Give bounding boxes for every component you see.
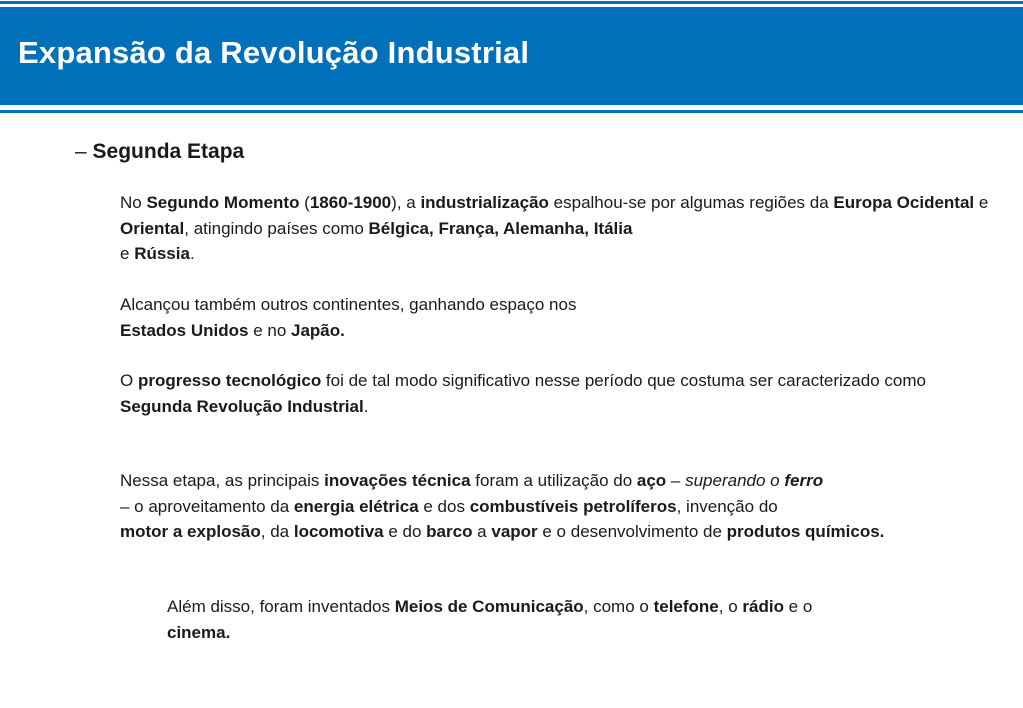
paragraph-segundo-momento — [120, 190, 1000, 267]
bold-text: rádio — [742, 597, 784, 616]
text: e do — [383, 522, 427, 541]
paragraph-inovacoes — [120, 468, 1000, 545]
bold-text: Europa Ocidental — [833, 193, 975, 212]
bold-text: industrialização — [420, 193, 549, 212]
text: , da — [260, 522, 294, 541]
text: e — [120, 244, 135, 263]
text: ), a — [391, 193, 421, 212]
text: No — [120, 193, 147, 212]
section-subtitle — [75, 140, 244, 164]
bold-text: Segundo Momento — [146, 193, 300, 212]
text: O — [120, 371, 138, 390]
bold-text: locomotiva — [293, 522, 384, 541]
text: e o — [783, 597, 813, 616]
slide-title: Expansão da Revolução Industrial — [18, 35, 530, 70]
bold-text: 1860-1900 — [309, 193, 392, 212]
bold-text: aço — [636, 471, 667, 490]
bold-text: Bélgica, França, Alemanha, Itália — [368, 218, 633, 238]
text: , como o — [583, 597, 654, 616]
bold-text: inovações técnica — [324, 471, 471, 490]
bold-text: energia elétrica — [293, 496, 419, 516]
bold-text: Estados Unidos — [120, 320, 249, 340]
paragraph-progresso — [120, 368, 1000, 419]
bold-text: barco — [426, 522, 473, 541]
bold-text: combustíveis petrolíferos — [469, 496, 677, 516]
text: Além disso, foram inventados — [167, 597, 395, 616]
text: ( — [299, 193, 310, 212]
text: foi de tal modo significativo nesse período que costuma ser caracterizado como — [321, 371, 926, 390]
bold-text: motor a explosão — [120, 522, 261, 541]
text: espalhou-se por algumas regiões da — [548, 193, 834, 212]
text: e — [974, 193, 989, 212]
bold-text: Meios de Comunicação — [394, 597, 584, 616]
bold-text: Rússia — [134, 244, 190, 263]
bold-text: Oriental — [120, 218, 185, 238]
text: , atingindo países como — [184, 218, 369, 238]
title-bar — [0, 4, 1023, 105]
text: , invenção do — [676, 496, 778, 516]
text: Alcançou também outros continentes, ganhando espaço nos — [120, 295, 577, 314]
text: e dos — [418, 496, 470, 516]
paragraph-continentes — [120, 292, 1000, 343]
text: – o aproveitamento da — [120, 496, 294, 516]
bold-text: produtos químicos. — [726, 522, 885, 541]
text: . — [189, 244, 195, 263]
text: – — [666, 471, 686, 490]
subtitle-label: Segunda Etapa — [92, 140, 245, 163]
bold-text: vapor — [491, 522, 538, 541]
text: e no — [248, 320, 292, 340]
text: , o — [718, 597, 743, 616]
paragraph-meios-comunicacao — [167, 594, 997, 645]
bold-text: telefone — [653, 597, 719, 616]
italic-text: superando o — [685, 471, 785, 490]
text: foram a utilização do — [470, 471, 637, 490]
text: . — [363, 396, 369, 416]
text: e o desenvolvimento de — [537, 522, 727, 541]
text: Nessa etapa, as principais — [120, 471, 325, 490]
bold-text: cinema. — [167, 622, 231, 642]
text: a — [472, 522, 492, 541]
bold-text: Japão. — [291, 320, 345, 340]
subtitle-dash: – — [75, 140, 87, 163]
bold-italic-text: ferro — [784, 471, 824, 490]
bold-text: progresso tecnológico — [137, 371, 322, 390]
bold-text: Segunda Revolução Industrial — [120, 396, 364, 416]
